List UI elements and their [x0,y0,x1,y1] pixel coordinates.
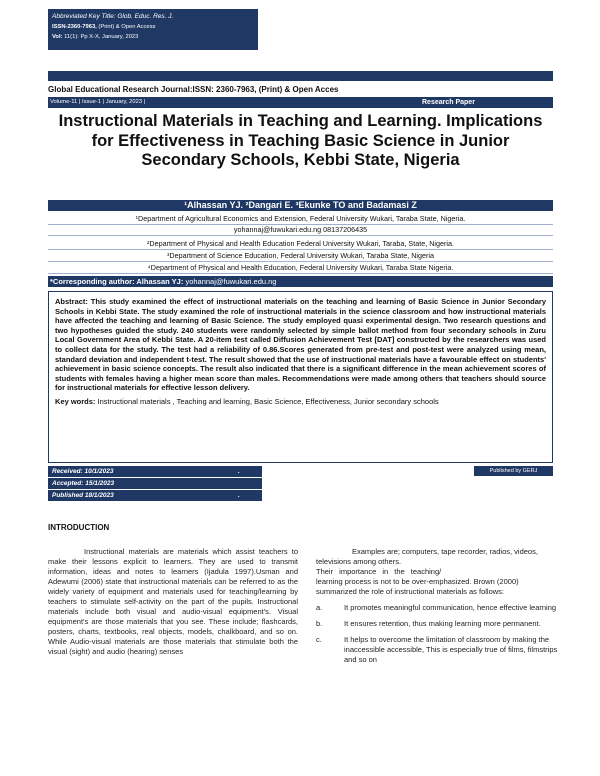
corresponding-email[interactable]: yohannaj@fuwukari.edu.ng [185,277,277,286]
authors-bar: ¹Alhassan YJ. ²Dangari E. ³Ekunke TO and Badamasi Z [48,200,553,211]
right-column [316,547,558,665]
published-bar: Published 18/1/2023 . [48,490,262,501]
issn-line: ISSN-2360-7963, (Print) & Open Access [52,24,156,30]
corresponding-label: *Corresponding author: Alhassan YJ: [50,277,184,286]
paper-title: Instructional Materials in Teaching and Learning. Implications for Effectiveness in Teaching Basic Science in Junior Secondary Schools, Kebbi State, Nigeria [58,112,543,169]
accepted-bar: Accepted: 15/1/2023 [48,478,262,489]
journal-line: Global Educational Research Journal:ISSN: 2360-7963, (Print) & Open Acces [48,85,339,94]
volume-pages-line: Vol: 11(1): Pp X-X, January, 2023 [52,34,139,40]
volume-line: Volume-11 | Issue-1 | January, 2023 | [50,99,146,105]
published-by-badge: Published by GERJ [474,466,553,476]
keywords-text: Instructional materials , Teaching and learning, Basic Science, Effectiveness, Junior secondary schools [97,396,439,406]
keywords [55,397,546,407]
affiliation-4: ⁴Department of Physical and Health Education, Federal University Wukari, Taraba State Nigeria. [48,263,553,274]
abstract-text: Abstract: This study examined the effect of instructional materials on the teaching and learning of Basic Science in Junior Secondary Schools in Kebbi State. The study examined the role of instructional materials in the science classroom and how instructional materials have affected the teaching and learning of Basic Science. The study employed quasi experimental design. Two research questions and two hypotheses guided the study. 240 students were randomly selected by simple ballot method from four secondary schools in Zuru Local Government Area of Kebbi State. A 20-item test called Diffusion Achievement Test [DAT] constructed by the researchers was used to collect data for the study. The test had a reliability of 0.86.Scores generated from pre-test and post-test were analyzed using mean, standard deviation and independent t-test. The result showed that the use of instructional materials have a favourable effect on students' achievement in basic science concepts. The result also indicated that there is a significant difference in the mean achievement scores of students with females having a higher mean score than males. Recommendations were made among others that teachers should source for instructional materials for effective lesson delivery. [55,297,546,393]
key-title: Abbreviated Key Title: Glob. Educ. Res. J. [52,13,174,20]
importance-paragraph: learning process is not to be over-emphasized. Brown (2000) summarized the role of instructional materials as follows: [316,577,519,596]
list-item: a. It promotes meaningful communication, hence effective learning [316,603,557,612]
affiliation-contact: yohannaj@fuwukari.edu.ng 08137206435 [48,225,553,236]
keywords-label: Key words: [55,396,96,406]
list-item: b. It ensures retention, thus making learning more permanent. [316,619,541,628]
paper-type: Research Paper [422,99,475,106]
corresponding-author-bar [48,276,553,287]
journal-header-box [48,9,258,50]
left-column [48,547,298,657]
received-bar: Received: 10/1/2023 . [48,466,262,477]
list-item: c. It helps to overcome the limitation of classroom by making the inaccessible accessible, This is especially true of films, filmstrips and so on [316,635,558,664]
intro-paragraph: Instructional materials are materials which assist teachers to make their lessons explicit to learners. They are used to transmit information, ideas and notes to learners (Ijadula 1997).Usman and Adewumi (2006) state that instructional materials can be referred to as the widely variety of equipment and materials used for teaching/learning by teachers to stimulate self-activity on the part of the pupils. Instructional materials include both visual and audio-visual equipment's. Visual equipment's are those materials that you see. These include; flashcards, posters, charts, textbooks, real objects, models, chalkboard, and so on. While Audio-visual materials are those materials that stimulate both the visual (sight) and audio (hearing) senses [48,547,298,656]
importance-line: Their importance in the teaching/ [316,567,442,576]
examples-paragraph: Examples are; computers, tape recorder, radios, videos, televisions among others. [316,547,538,566]
header-divider-bar [48,71,553,81]
affiliation-1: ¹Department of Agricultural Economics and Extension, Federal University Wukari, Taraba State, Nigeria. [48,214,553,225]
volume-bar [48,97,553,108]
introduction-heading: INTRODUCTION [48,523,110,532]
affiliation-3: ³Department of Science Education, Federal University Wukari, Taraba State, Nigeria [48,251,553,262]
abstract-box [48,291,553,463]
affiliation-2: ²Department of Physical and Health Education Federal University Wukari, Taraba, State, Nigeria. [48,239,553,250]
